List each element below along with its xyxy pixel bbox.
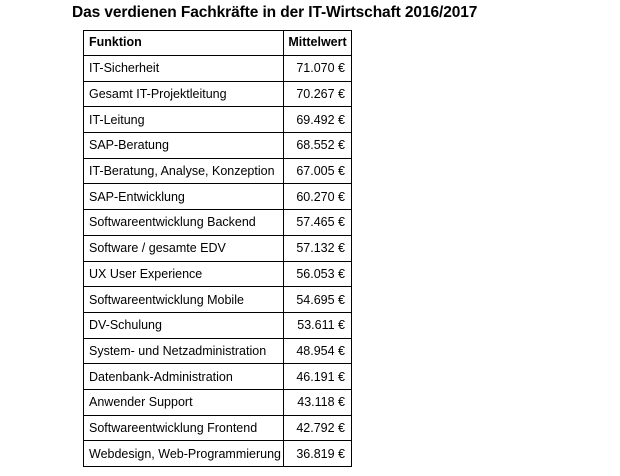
cell-funktion: Gesamt IT-Projektleitung	[84, 81, 284, 107]
cell-mittelwert: 71.070 €	[284, 56, 352, 82]
table-row	[84, 364, 352, 390]
cell-funktion: Softwareentwicklung Frontend	[84, 415, 284, 441]
cell-funktion: System- und Netzadministration	[84, 338, 284, 364]
cell-mittelwert: 69.492 €	[284, 107, 352, 133]
column-header-mittelwert: Mittelwert	[284, 31, 352, 56]
table-row	[84, 389, 352, 415]
cell-funktion: IT-Leitung	[84, 107, 284, 133]
cell-funktion: Anwender Support	[84, 389, 284, 415]
cell-mittelwert: 57.132 €	[284, 235, 352, 261]
table-row	[84, 261, 352, 287]
cell-funktion: IT-Sicherheit	[84, 56, 284, 82]
cell-funktion: UX User Experience	[84, 261, 284, 287]
cell-mittelwert: 60.270 €	[284, 184, 352, 210]
table-row	[84, 312, 352, 338]
cell-funktion: SAP-Beratung	[84, 133, 284, 159]
table-row	[84, 107, 352, 133]
table-row	[84, 235, 352, 261]
cell-mittelwert: 43.118 €	[284, 389, 352, 415]
cell-mittelwert: 67.005 €	[284, 158, 352, 184]
cell-funktion: SAP-Entwicklung	[84, 184, 284, 210]
table-row	[84, 56, 352, 82]
cell-mittelwert: 36.819 €	[284, 441, 352, 467]
cell-funktion: DV-Schulung	[84, 312, 284, 338]
cell-mittelwert: 42.792 €	[284, 415, 352, 441]
table-row	[84, 158, 352, 184]
table-row	[84, 441, 352, 467]
cell-mittelwert: 70.267 €	[284, 81, 352, 107]
table-row	[84, 81, 352, 107]
table-row	[84, 338, 352, 364]
column-header-funktion: Funktion	[84, 31, 284, 56]
cell-mittelwert: 57.465 €	[284, 210, 352, 236]
cell-funktion: Webdesign, Web-Programmierung	[84, 441, 284, 467]
cell-funktion: Softwareentwicklung Backend	[84, 210, 284, 236]
cell-mittelwert: 48.954 €	[284, 338, 352, 364]
cell-funktion: Software / gesamte EDV	[84, 235, 284, 261]
salary-table	[83, 30, 352, 467]
table-header-row	[84, 31, 352, 56]
table-row	[84, 287, 352, 313]
cell-mittelwert: 68.552 €	[284, 133, 352, 159]
table-row	[84, 415, 352, 441]
cell-mittelwert: 54.695 €	[284, 287, 352, 313]
cell-funktion: IT-Beratung, Analyse, Konzeption	[84, 158, 284, 184]
cell-funktion: Datenbank-Administration	[84, 364, 284, 390]
table-row	[84, 133, 352, 159]
cell-mittelwert: 46.191 €	[284, 364, 352, 390]
cell-mittelwert: 53.611 €	[284, 312, 352, 338]
table-row	[84, 210, 352, 236]
cell-mittelwert: 56.053 €	[284, 261, 352, 287]
table-row	[84, 184, 352, 210]
page-title: Das verdienen Fachkräfte in der IT-Wirtschaft 2016/2017	[72, 4, 478, 21]
cell-funktion: Softwareentwicklung Mobile	[84, 287, 284, 313]
